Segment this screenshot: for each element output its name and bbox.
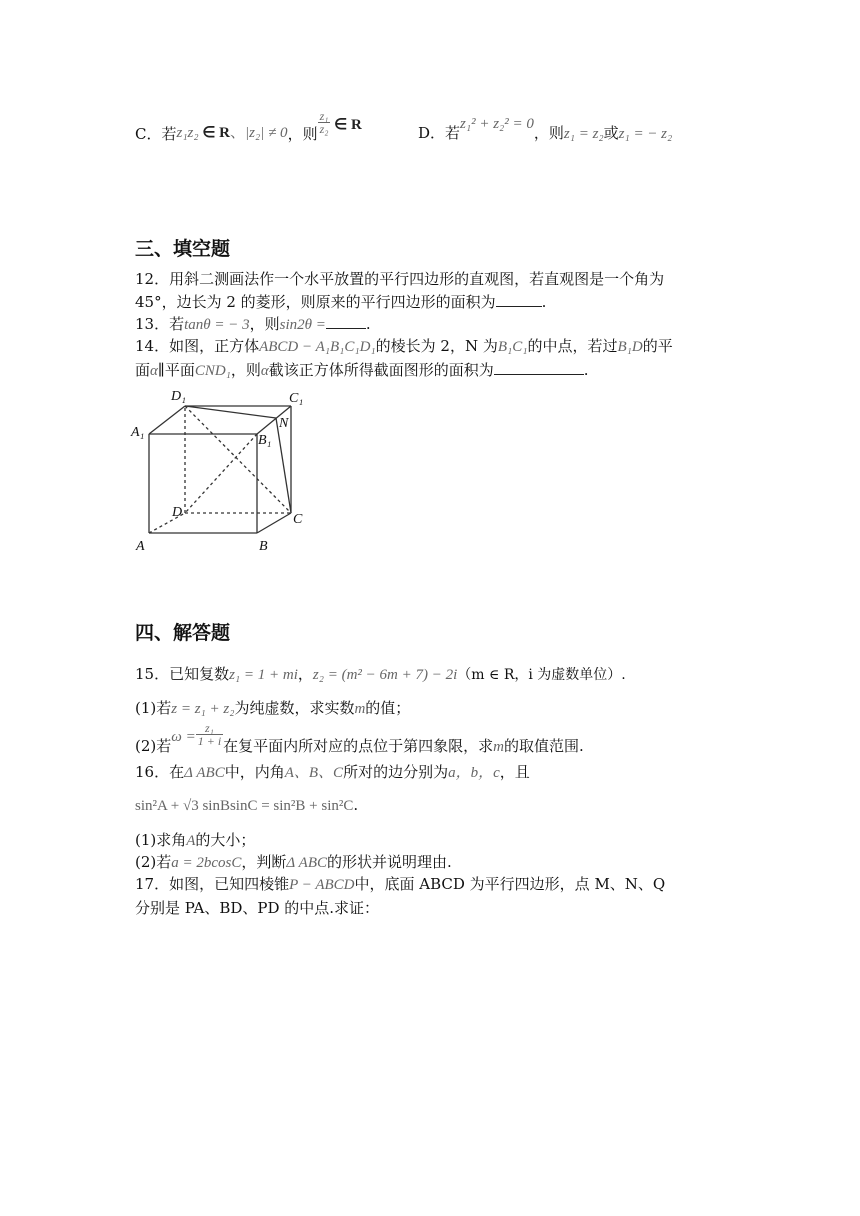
q14-answer-blank[interactable] xyxy=(494,374,584,375)
q15-omega: ω = xyxy=(171,728,196,745)
q16-p1-A: A xyxy=(186,833,196,849)
q16-t3: ，且 xyxy=(499,763,530,781)
q15-z1: z₁ = 1 + mi xyxy=(229,667,298,683)
label-d1: D₁ xyxy=(171,389,186,404)
q15-p1-expr: z = z₁ + z₂ xyxy=(171,701,235,717)
q14-alpha2: α xyxy=(260,363,269,379)
q12-text: 45°，边长为 2 的菱形，则原来的平行四边形的面积为 xyxy=(135,293,496,311)
q16-p1a: (1)求角 xyxy=(135,831,187,849)
option-c xyxy=(135,109,362,148)
option-c-label: C．若 xyxy=(135,124,177,143)
q16-sides: a，b，c xyxy=(448,765,500,781)
label-n: N xyxy=(279,416,289,431)
segment-b1-d xyxy=(185,434,257,513)
option-c-in-r2: ∈ R xyxy=(330,116,362,133)
q16-eq: sin²A + √3 sinBsinC = sin²B + sin²C xyxy=(135,798,354,814)
option-c-in-r: ∈ R xyxy=(198,124,230,141)
q16-t1: 中，内角 xyxy=(224,763,285,781)
option-d-eq2: z₁ = − z₂ xyxy=(618,126,673,142)
q15-z2: z₂ = (m² − 6m + 7) − 2i xyxy=(312,667,458,683)
q12-end: . xyxy=(541,293,547,311)
segment-d1-n xyxy=(185,406,276,418)
q13-expr: sin2θ = xyxy=(279,317,326,333)
segment-n-c xyxy=(276,418,291,513)
q14-cube: ABCD − A₁B₁C₁D₁ xyxy=(259,339,376,355)
q15-p1b: 为纯虚数，求实数 xyxy=(234,699,355,717)
q15-part1 xyxy=(135,698,410,719)
q16-p2-tri: Δ ABC xyxy=(286,855,328,871)
label-d: D xyxy=(172,505,183,520)
q14-text1: 的棱长为 2，N 为 xyxy=(375,337,498,355)
q16-line1 xyxy=(135,762,530,783)
q15-comma: ， xyxy=(297,665,313,683)
q13-condition: tanθ = − 3 xyxy=(184,317,250,333)
option-c-condition: |z₂| ≠ 0 xyxy=(245,124,288,141)
q15-line1 xyxy=(135,664,626,685)
q12-line1: 12．用斜二测画法作一个水平放置的平行四边形的直观图，若直观图是一个角为 xyxy=(135,270,665,288)
cube-figure xyxy=(125,386,325,558)
q13-end: . xyxy=(365,315,371,333)
q15-p2a: (2)若 xyxy=(135,736,172,755)
option-d-or: 或 xyxy=(603,124,619,142)
option-c-fraction xyxy=(318,110,331,135)
option-d-eq1: z₁ = z₂ xyxy=(563,126,604,142)
q14-alpha: α xyxy=(150,363,158,379)
q16-p2a: (2)若 xyxy=(135,853,172,871)
q13-mid: ，则 xyxy=(249,315,280,333)
q13-prefix: 13．若 xyxy=(135,315,185,333)
option-c-frac-num: z₁ xyxy=(319,109,329,123)
label-b1: B₁ xyxy=(258,433,272,448)
q16-prefix: 16．在 xyxy=(135,763,185,781)
q16-tri: Δ ABC xyxy=(184,765,225,781)
label-a: A xyxy=(136,539,145,554)
q17-pyramid: P − ABCD xyxy=(289,877,355,893)
q17-line1 xyxy=(135,874,665,895)
q14-parallel: ∥平面 xyxy=(157,361,195,379)
q16-p2-cond: a = 2bcosC xyxy=(171,855,242,871)
label-b: B xyxy=(259,539,268,554)
option-c-then: ，则 xyxy=(287,124,318,143)
q15-p1a: (1)若 xyxy=(135,699,172,717)
q15-p2-den: 1 + i xyxy=(197,734,222,748)
q15-p2b: 在复平面内所对应的点位于第四象限，求 xyxy=(223,736,494,755)
q12-line2 xyxy=(135,292,546,312)
q14-end: . xyxy=(583,361,589,379)
q16-part2 xyxy=(135,852,452,873)
q14-diagonal: B₁D xyxy=(617,339,643,355)
q14-text3: 的平 xyxy=(642,337,673,355)
q17-line2: 分别是 PA、BD、PD 的中点.求证： xyxy=(135,899,380,917)
q16-angles: A、B、C xyxy=(284,765,344,781)
q15-p2-num: z₁ xyxy=(196,722,223,735)
q15-p1c: 的值； xyxy=(365,699,411,717)
q16-p2c: 的形状并说明理由. xyxy=(327,853,452,871)
q13 xyxy=(135,314,371,335)
label-c: C xyxy=(293,512,303,527)
q17-prefix: 17．如图，已知四棱锥 xyxy=(135,875,290,893)
q16-p1b: 的大小； xyxy=(195,831,256,849)
option-d-expr: z₁² + z₂² = 0 xyxy=(460,116,534,132)
q14-plane: CND₁ xyxy=(194,363,231,379)
q16-t2: 所对的边分别为 xyxy=(343,763,449,781)
q14-line2 xyxy=(135,360,589,381)
q16-equation xyxy=(135,795,358,816)
q15-part2 xyxy=(135,722,584,756)
q16-p2b: ，判断 xyxy=(241,853,287,871)
q14-line2a: 面 xyxy=(135,361,151,379)
label-c1: C₁ xyxy=(289,391,304,406)
option-d xyxy=(418,112,672,148)
option-c-frac-den: z₂ xyxy=(319,122,329,136)
q15-p2c: 的取值范围. xyxy=(504,736,584,755)
q16-eq-end: . xyxy=(353,796,359,814)
q14-text2: 的中点，若过 xyxy=(527,337,618,355)
option-c-product: z₁z₂ xyxy=(176,124,199,141)
section-title-answer: 四、解答题 xyxy=(135,622,231,644)
q16-part1 xyxy=(135,830,255,851)
q14-line1 xyxy=(135,336,673,357)
q14-prefix: 14．如图，正方体 xyxy=(135,337,260,355)
segment-d1-c xyxy=(185,406,291,513)
edge-a1-d1 xyxy=(149,406,185,434)
q14-line2b: ，则 xyxy=(230,361,261,379)
option-c-sep: 、 xyxy=(230,124,246,141)
q15-prefix: 15．已知复数 xyxy=(135,665,230,683)
q15-p2-m: m xyxy=(493,738,505,755)
q15-note: （m ∈ R，i 为虚数单位）. xyxy=(457,667,626,683)
option-d-then: ，则 xyxy=(533,124,564,142)
q14-line2c: 截该正方体所得截面图形的面积为 xyxy=(268,361,494,379)
q15-p1-m: m xyxy=(354,701,366,717)
q17-t1: 中，底面 ABCD 为平行四边形，点 M、N、Q xyxy=(354,875,666,893)
q13-answer-blank[interactable] xyxy=(326,328,366,329)
edge-b-c xyxy=(257,513,291,533)
section-title-fill-in: 三、填空题 xyxy=(135,238,231,260)
q15-p2-fraction xyxy=(196,722,223,747)
q14-segment: B₁C₁ xyxy=(497,339,528,355)
label-a1: A₁ xyxy=(131,425,145,440)
q12-answer-blank[interactable] xyxy=(496,306,542,307)
option-d-label: D．若 xyxy=(418,124,461,142)
